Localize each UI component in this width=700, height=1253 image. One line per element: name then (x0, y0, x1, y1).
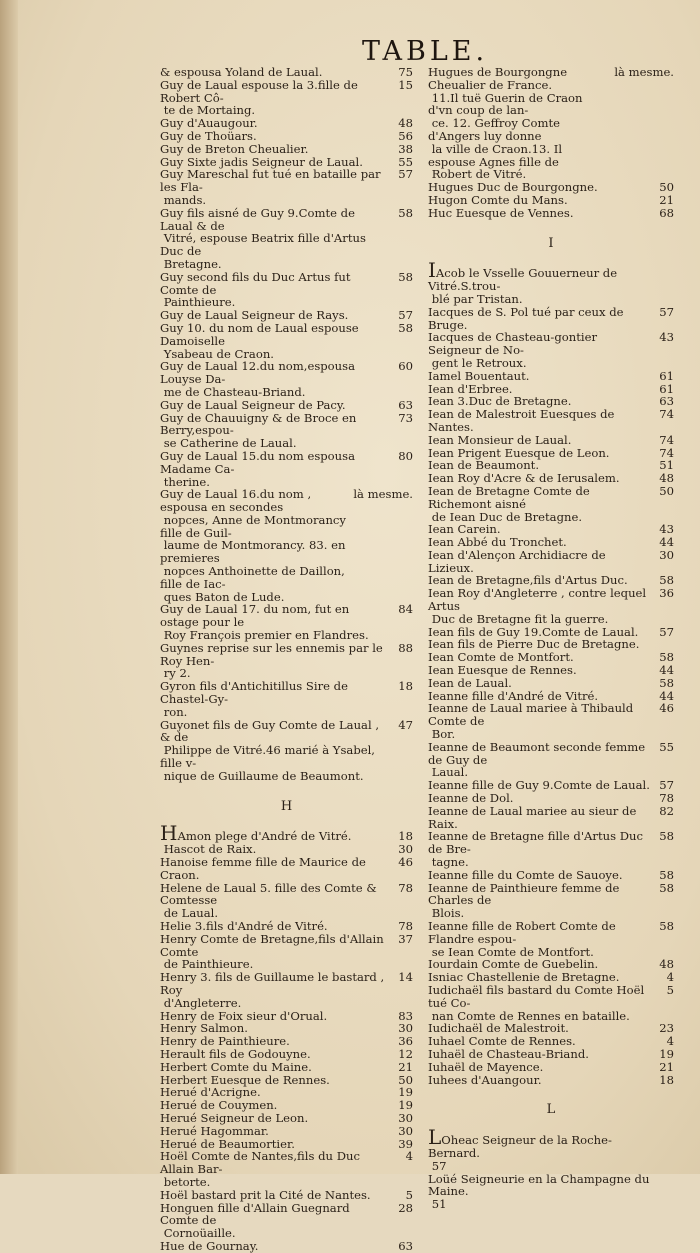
entry-page-number: 36 (659, 586, 674, 601)
entry-text: Herué d'Acrigne. (160, 1085, 261, 1100)
entry-page-number: 74 (659, 407, 674, 422)
entry-page-number: 48 (659, 957, 674, 972)
entry-text: Hanoise femme fille de Maurice de Craon. (160, 855, 370, 882)
index-entry (160, 856, 413, 882)
entry-text: Helie 3.fils d'André de Vitré. (160, 919, 328, 933)
entry-page-number: 88 (398, 640, 413, 655)
entry-text: Herbert Comte du Maine. (160, 1059, 312, 1074)
entry-text: Guy de Laual 12.du nom,espousa Louyse Da- me de Chasteau-Briand. (160, 359, 355, 399)
entry-page-number: 23 (659, 1021, 674, 1036)
entry-page-number: 63 (398, 1238, 413, 1253)
index-entry (160, 719, 413, 783)
index-entry (160, 1202, 413, 1240)
entry-page-number: 50 (398, 1072, 413, 1087)
index-entry (160, 882, 413, 920)
index-entry (160, 680, 413, 718)
entry-text: Iean Roy d'Angleterre , contre lequel Artus Duc de Bretagne fit la guerre. (428, 586, 647, 626)
index-entry (428, 66, 674, 181)
entry-text: Guy de Breton Cheualier. (160, 141, 309, 156)
entry-text: Iean Abbé du Tronchet. (428, 535, 567, 550)
index-column-right (428, 66, 674, 1211)
index-entry (160, 920, 413, 933)
entry-text: Guy de Laual Seigneur de Pacy. (160, 397, 346, 412)
index-entry (160, 168, 413, 206)
index-entry (428, 1061, 674, 1074)
entry-page-number: 5 (666, 982, 674, 997)
entry-text: Guy de Laual 15.du nom espousa Madame Ca- therine. (160, 448, 355, 489)
entry-page-number: 21 (398, 1059, 413, 1074)
entry-page-number: 19 (659, 1046, 674, 1061)
entry-text: Gyron fils d'Antichitillus Sire de Chastel-Gy- ron. (160, 679, 348, 719)
entry-text: Iourdain Comte de Guebelin. (428, 957, 599, 972)
entry-text: Guy de Laual espouse la 3.fille de Robert Cô- te de Mortaing. (160, 77, 358, 118)
entry-page-number: 57 (398, 308, 413, 323)
index-entry (160, 971, 413, 1009)
index-entry (160, 322, 413, 360)
entry-text: Guy de Laual 16.du nom , espousa en secondes nopces, Anne de Montmorancy fille de Guil- laume de Montmorancy. 83. en premieres nopces Anthoinette de Daillon, fille de Iac- ques Baton de Lude. (160, 487, 346, 604)
entry-text: Hugues Duc de Bourgongne. (428, 180, 598, 195)
entry-page-number: 58 (659, 573, 674, 588)
entry-page-number: 61 (659, 368, 674, 383)
index-column-left (160, 66, 413, 1253)
entry-text: Iamel Bouentaut. (428, 368, 530, 383)
entry-page-number: 58 (659, 880, 674, 895)
entry-page-number: 19 (398, 1085, 413, 1100)
entry-page-number: 37 (398, 931, 413, 946)
entry-text: Henry Comte de Bretagne,fils d'Allain Comte de Painthieure. (160, 931, 384, 972)
entry-text: Iuhaël de Mayence. (428, 1059, 544, 1074)
entry-text: Ieanne fille de Robert Comte de Flandre espou- se Iean Comte de Montfort. (428, 919, 616, 959)
entry-text: Iean de Beaumont. (428, 458, 540, 473)
entry-text: Guy Mareschal fut tué en bataille par les Fla- mands. (160, 167, 381, 207)
entry-page-number: 21 (659, 192, 674, 207)
entry-text: Guyonet fils de Guy Comte de Laual , & de Philippe de Vitré.46 marié à Ysabel, fille v- nique de Guillaume de Beaumont. (160, 717, 380, 783)
entry-page-number: 57 (659, 624, 674, 639)
index-entry (428, 587, 674, 625)
entry-text: Herué Seigneur de Leon. (160, 1110, 309, 1125)
entry-text: Ieanne de Laual mariee à Thibauld Comte de Bor. (428, 701, 634, 742)
entry-page-number: 61 (659, 381, 674, 396)
index-entry (428, 882, 674, 920)
entry-page-number: 39 (398, 1136, 413, 1151)
entry-text: Ieanne de Bretagne fille d'Artus Duc de Bre- tagne. (428, 829, 643, 870)
entry-text: Iudichaël de Malestroit. (428, 1021, 569, 1036)
index-entry (428, 805, 674, 831)
entry-text: Iean 3.Duc de Bretagne. (428, 394, 572, 409)
section-letter: L (546, 1102, 556, 1118)
entry-text: Iean de Laual. (428, 675, 512, 690)
entry-text: Hugues de Bourgongne Cheualier de France. 11.Il tuë Guerin de Craon d'vn coup de lan- ce. 12. Geffroy Comte d'Angers luy donne la ville de Craon.13. Il espouse Agnes fille de Robert de Vitré. (428, 65, 583, 182)
entry-text: Guy d'Auaugour. (160, 116, 258, 131)
entry-text: Herué de Couymen. (160, 1098, 278, 1113)
index-entry (160, 143, 413, 156)
entry-page-number: là mesme. (614, 65, 674, 79)
entry-page-number: 57 (398, 167, 413, 182)
entry-text: Iean de Bretagne Comte de Richemont aisné de Iean Duc de Bretagne. (428, 483, 590, 524)
index-entry (160, 642, 413, 680)
entry-page-number: 18 (659, 1072, 674, 1087)
entry-page-number: 4 (666, 970, 674, 985)
index-entry (160, 1240, 413, 1253)
entry-text: Iean Monsieur de Laual. (428, 432, 572, 447)
index-entry (428, 920, 674, 958)
index-entry (428, 408, 674, 434)
entry-page-number: 56 (398, 128, 413, 143)
entry-text: Ieanne fille d'André de Vitré. (428, 688, 599, 703)
index-entry (428, 1048, 674, 1061)
entry-page-number: 73 (398, 410, 413, 425)
entry-page-number: 48 (398, 116, 413, 131)
entry-text: Iean Roy d'Acre & de Ierusalem. (428, 471, 620, 486)
index-entry (428, 485, 674, 523)
index-entry (160, 603, 413, 641)
index-entry (160, 1125, 413, 1138)
entry-text: Henry de Painthieure. (160, 1034, 290, 1049)
entry-page-number: 4 (405, 1149, 413, 1164)
entry-page-number: 5 (405, 1187, 413, 1202)
index-entry (160, 360, 413, 398)
entry-text: Iean fils de Pierre Duc de Bretagne. (428, 637, 640, 652)
entry-page-number: 80 (398, 448, 413, 463)
entry-text: Iean Euesque de Rennes. (428, 663, 577, 678)
entry-page-number: 60 (398, 359, 413, 374)
entry-page-number: 28 (398, 1200, 413, 1215)
index-entry (428, 258, 674, 306)
entry-text: Guy Sixte jadis Seigneur de Laual. (160, 154, 363, 169)
entry-page-number: 46 (659, 701, 674, 716)
entry-page-number: 55 (398, 154, 413, 169)
entry-text: Ieanne de Painthieure femme de Charles de Blois. (428, 880, 620, 921)
entry-text: Iean Comte de Montfort. (428, 650, 574, 665)
section-letter: H (280, 798, 293, 814)
entry-page-number: 84 (398, 602, 413, 617)
index-entry (428, 306, 674, 332)
entry-text: Iean Carein. (428, 522, 501, 537)
entry-page-number: 58 (398, 269, 413, 284)
entry-page-number: 15 (398, 77, 413, 92)
index-entry (160, 450, 413, 488)
index-entry (428, 664, 674, 677)
entry-text: Ieanne de Dol. (428, 791, 514, 806)
entry-page-number: 55 (659, 739, 674, 754)
index-entry (160, 412, 413, 450)
section-letter: I (548, 235, 554, 251)
entry-text: Loüé Seigneurie en la Champagne du Maine. 51 (428, 1171, 650, 1212)
index-entry (160, 79, 413, 117)
entry-text: Iean fils de Guy 19.Comte de Laual. (428, 624, 639, 639)
entry-text: Iean d'Erbree. (428, 381, 513, 396)
entry-text: Iean de Malestroit Euesques de Nantes. (428, 407, 619, 434)
index-entry (160, 207, 413, 271)
entry-text: & espousa Yoland de Laual. (160, 65, 323, 79)
entry-page-number: 58 (659, 867, 674, 882)
entry-page-number: 68 (659, 205, 674, 220)
entry-page-number: 57 (659, 778, 674, 793)
entry-text: Iuhael Comte de Rennes. (428, 1034, 576, 1049)
index-entry (160, 1061, 413, 1074)
entry-page-number: 83 (398, 1008, 413, 1023)
entry-page-number: 19 (398, 1098, 413, 1113)
entry-text: Herbert Euesque de Rennes. (160, 1072, 330, 1087)
entry-page-number: 78 (398, 919, 413, 933)
entry-page-number: 58 (398, 320, 413, 335)
entry-page-number: 30 (398, 1123, 413, 1138)
entry-text: Hascot de Raix. (160, 842, 257, 857)
index-entry (160, 1150, 413, 1188)
entry-page-number: 78 (659, 791, 674, 806)
entry-text: Hue de Gournay. (160, 1238, 259, 1253)
index-entry (428, 1125, 674, 1173)
entry-text: Guy 10. du nom de Laual espouse Damoiselle Ysabeau de Craon. (160, 320, 359, 361)
entry-page-number: 74 (659, 445, 674, 460)
entry-page-number: 36 (398, 1034, 413, 1049)
entry-page-number: 75 (398, 65, 413, 79)
index-entry (160, 933, 413, 971)
index-entry (428, 702, 674, 740)
entry-text: IAcob le Vsselle Gouuerneur de Vitré.S.trou- blé par Tristan. (428, 258, 618, 306)
entry-text: Ieanne de Beaumont seconde femme de Guy de Laual. (428, 739, 646, 780)
entry-page-number: 58 (659, 829, 674, 844)
entry-text: Henry 3. fils de Guillaume le bastard , Roy d'Angleterre. (160, 970, 385, 1010)
entry-page-number: 44 (659, 688, 674, 703)
index-entry (160, 1048, 413, 1061)
entry-text: Iuhaël de Chasteau-Briand. (428, 1046, 589, 1061)
index-entry (428, 830, 674, 868)
index-entry (160, 1112, 413, 1125)
index-entry (160, 271, 413, 309)
index-entry (160, 488, 413, 603)
index-entry (428, 472, 674, 485)
entry-text: Iean d'Alençon Archidiacre de Lizieux. (428, 547, 610, 575)
entry-text: Hoël bastard prit la Cité de Nantes. (160, 1187, 371, 1202)
entry-text: Ieanne fille du Comte de Sauoye. (428, 867, 623, 882)
index-entry (428, 677, 674, 690)
index-entry (428, 869, 674, 882)
entry-text: Guy second fils du Duc Artus fut Comte de Painthieure. (160, 269, 351, 310)
index-entry (160, 66, 413, 79)
entry-text: Isniac Chastellenie de Bretagne. (428, 970, 620, 985)
entry-page-number: 12 (398, 1046, 413, 1061)
entry-page-number: 44 (659, 535, 674, 550)
entry-text: Guy de Laual 17. du nom, fut en ostage pour le Roy François premier en Flandres. (160, 602, 369, 643)
entry-page-number: 30 (398, 842, 413, 857)
entry-text: Herault fils de Godouyne. (160, 1046, 311, 1061)
entry-page-number: 74 (659, 432, 674, 447)
index-entry (428, 984, 674, 1022)
entry-text: Iean de Bretagne,fils d'Artus Duc. (428, 573, 628, 588)
entry-text: HAmon plege d'André de Vitré. (160, 821, 352, 846)
entry-text: Ieanne fille de Guy 9.Comte de Laual. (428, 778, 650, 793)
entry-page-number: 82 (659, 803, 674, 818)
entry-text: Huc Euesque de Vennes. (428, 205, 574, 220)
index-entry (428, 792, 674, 805)
entry-text: Helene de Laual 5. fille des Comte & Comtesse de Laual. (160, 880, 377, 921)
entry-text: Iudichaël fils bastard du Comte Hoël tué Co- nan Comte de Rennes en bataille. (428, 982, 645, 1023)
entry-page-number: 21 (659, 1059, 674, 1074)
entry-text: LOheac Seigneur de la Roche-Bernard. 57 (428, 1125, 612, 1173)
entry-text: Hoël Comte de Nantes,fils du Duc Allain Bar- betorte. (160, 1149, 360, 1189)
entry-page-number: 30 (398, 1021, 413, 1036)
entry-page-number: 50 (659, 180, 674, 195)
index-entry (160, 130, 413, 143)
index-entry (160, 399, 413, 412)
entry-text: Herué de Beaumortier. (160, 1136, 295, 1151)
entry-text: Iean Prigent Euesque de Leon. (428, 445, 610, 460)
entry-page-number: 30 (398, 1110, 413, 1125)
entry-page-number: 63 (659, 394, 674, 409)
entry-page-number: 57 (659, 304, 674, 319)
entry-page-number: 46 (398, 855, 413, 870)
entry-text: Guy de Thoüars. (160, 128, 257, 143)
entry-text: Henry Salmon. (160, 1021, 248, 1036)
entry-page-number: 48 (659, 471, 674, 486)
index-entry (428, 1074, 674, 1087)
entry-page-number: 58 (659, 919, 674, 933)
index-entry (428, 434, 674, 447)
entry-page-number: 43 (659, 330, 674, 345)
entry-page-number: 30 (659, 547, 674, 562)
index-entry (428, 207, 674, 220)
index-entry (428, 741, 674, 779)
entry-page-number: 78 (398, 880, 413, 895)
entry-page-number: 14 (398, 970, 413, 985)
entry-page-number: 63 (398, 397, 413, 412)
entry-text: Iacques de S. Pol tué par ceux de Bruge. (428, 304, 628, 332)
page-title: TABLE. (362, 36, 489, 67)
entry-text: Hugon Comte du Mans. (428, 192, 568, 207)
entry-text: Herué Hagommar. (160, 1123, 269, 1138)
entry-page-number: 4 (666, 1034, 674, 1049)
entry-text: Guynes reprise sur les ennemis par le Roy Hen- ry 2. (160, 640, 383, 681)
page-gutter (0, 0, 18, 1174)
entry-page-number: 18 (398, 679, 413, 694)
entry-text: Guy de Laual Seigneur de Rays. (160, 308, 349, 323)
entry-page-number: 43 (659, 522, 674, 537)
entry-page-number: 58 (659, 675, 674, 690)
entry-page-number: 58 (398, 205, 413, 220)
entry-page-number: 47 (398, 717, 413, 732)
index-entry (160, 1189, 413, 1202)
entry-text: Ieanne de Laual mariee au sieur de Raix. (428, 803, 640, 831)
entry-text: Guy de Chauuigny & de Broce en Berry,espou- se Catherine de Laual. (160, 410, 357, 451)
index-entry (428, 370, 674, 383)
entry-text: Henry de Foix sieur d'Orual. (160, 1008, 328, 1023)
entry-page-number: 38 (398, 141, 413, 156)
entry-page-number: 18 (398, 829, 413, 844)
index-entry (428, 536, 674, 549)
entry-page-number: 51 (659, 458, 674, 473)
entry-text: Honguen fille d'Allain Guegnard Comte de Cornoüaille. (160, 1200, 350, 1241)
entry-text: Iuhees d'Auangour. (428, 1072, 542, 1087)
entry-text: Guy fils aisné de Guy 9.Comte de Laual & de Vitré, espouse Beatrix fille d'Artus Duc de Bretagne. (160, 205, 366, 271)
index-entry (428, 194, 674, 207)
index-entry (160, 821, 413, 846)
entry-page-number: là mesme. (353, 487, 413, 502)
entry-text: Iacques de Chasteau-gontier Seigneur de No- gent le Retroux. (428, 330, 597, 370)
entry-page-number: 44 (659, 663, 674, 678)
index-entry (428, 1173, 674, 1211)
entry-page-number: 58 (659, 650, 674, 665)
index-entry (428, 549, 674, 575)
index-entry (428, 331, 674, 369)
entry-page-number: 50 (659, 483, 674, 498)
